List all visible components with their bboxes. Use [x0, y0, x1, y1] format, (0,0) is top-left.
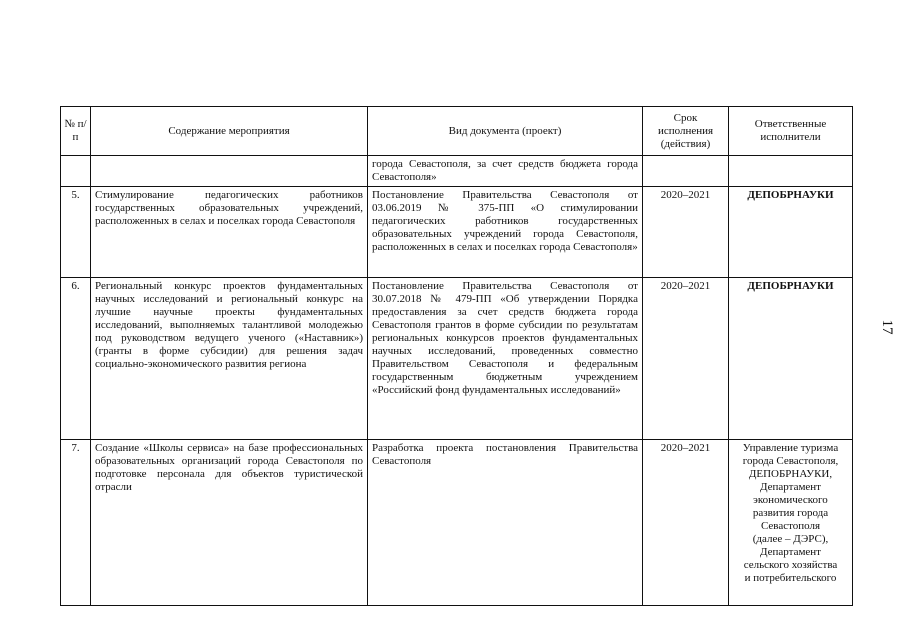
responsible-line: сельского хозяйства [743, 559, 838, 571]
table-row [61, 278, 853, 440]
responsible-line: Управление туризма [742, 442, 839, 454]
responsible-line: развития города [752, 507, 829, 519]
cell-term: 2020–2021 [643, 187, 729, 278]
header-term: Срок исполнения (действия) [643, 107, 729, 156]
cell-num: 6. [61, 278, 91, 440]
cell-responsible: ДЕПОБРНАУКИ [729, 278, 853, 440]
responsible-line: Департамент [759, 546, 821, 558]
cell-doc: Постановление Правительства Севастополя от 03.06.2019 № 375-ПП «О стимулировании педагогических работников государственных образовательных учреждений города Севастополя, расположенных в селах и поселках города Севастополя» [368, 187, 643, 278]
cell-content: Создание «Школы сервиса» на базе профессиональных образовательных организаций города Севастополя по подготовке персонала для объектов туристической отрасли [91, 440, 368, 606]
cell-num [61, 156, 91, 187]
cell-term [643, 156, 729, 187]
header-content: Содержание мероприятия [91, 107, 368, 156]
responsible-line: ДЕПОБРНАУКИ, [748, 468, 833, 480]
responsible-line: Департамент [759, 481, 821, 493]
header-responsible: Ответственные исполнители [729, 107, 853, 156]
cell-responsible [729, 440, 853, 606]
cell-content [91, 156, 368, 187]
cell-doc: города Севастополя, за счет средств бюджета города Севастополя» [368, 156, 643, 187]
header-doc-type: Вид документа (проект) [368, 107, 643, 156]
cell-doc: Разработка проекта постановления Правительства Севастополя [368, 440, 643, 606]
cell-term: 2020–2021 [643, 278, 729, 440]
cell-num: 7. [61, 440, 91, 606]
table-row [61, 187, 853, 278]
cell-content: Стимулирование педагогических работников государственных образовательных учреждений, расположенных в селах и поселках города Севастополя [91, 187, 368, 278]
table-row-continuation [61, 156, 853, 187]
responsible-line: (далее – ДЭРС), [752, 533, 829, 545]
table-header-row [61, 107, 853, 156]
cell-num: 5. [61, 187, 91, 278]
header-num: № п/п [61, 107, 91, 156]
responsible-line: города Севастополя, [742, 455, 839, 467]
cell-term: 2020–2021 [643, 440, 729, 606]
responsible-line: и потребительского [744, 572, 837, 584]
measures-table [60, 106, 853, 606]
responsible-line: Севастополя [760, 520, 821, 532]
cell-content: Региональный конкурс проектов фундаментальных научных исследований и региональный конкурс на лучшие научные проекты фундаментальных исследований, выполняемых талантливой молодежью под руководством ведущего ученого («Наставник») (гранты в форме субсидии) для решения задач социально-экономического развития региона [91, 278, 368, 440]
cell-doc: Постановление Правительства Севастополя от 30.07.2018 № 479-ПП «Об утверждении Порядка предоставления за счет средств бюджета города Севастополя грантов в форме субсидии по результатам региональных конкурсов проектов фундаментальных научных исследований, проведенных совместно Правительством Севастополя и федеральным государственным бюджетным учреждением «Российский фонд фундаментальных исследований» [368, 278, 643, 440]
cell-responsible: ДЕПОБРНАУКИ [729, 187, 853, 278]
responsible-line: экономического [753, 494, 828, 506]
page-number: 17 [879, 319, 895, 335]
cell-responsible [729, 156, 853, 187]
table-row [61, 440, 853, 606]
